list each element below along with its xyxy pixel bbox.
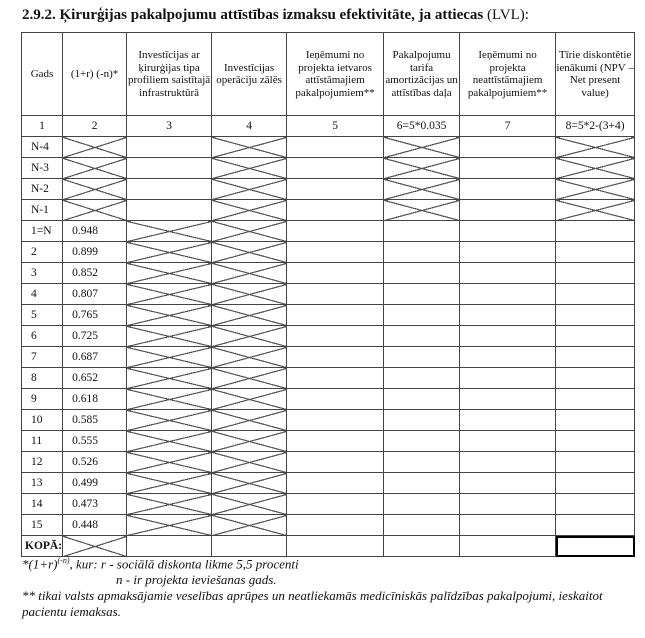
crossed-cell [212,368,287,389]
discount-factor-cell: 0.687 [63,347,127,368]
empty-cell [556,284,635,305]
year-cell: N-1 [22,200,63,221]
empty-cell [460,263,556,284]
empty-cell [460,452,556,473]
empty-cell [460,431,556,452]
discount-factor-cell: 0.852 [63,263,127,284]
empty-cell [127,179,212,200]
discount-factor-cell: 0.652 [63,368,127,389]
crossed-cell [212,158,287,179]
year-cell: 9 [22,389,63,410]
discount-factor-cell: 0.725 [63,326,127,347]
empty-cell [287,221,384,242]
year-cell: N-4 [22,137,63,158]
column-number: 2 [63,116,127,137]
table-row [22,284,635,305]
header-undeveloped-services-revenue: Ieņēmumi no projekta neattīstāmajiem pakalpojumiem** [460,33,556,116]
empty-cell [384,515,460,536]
empty-cell [460,494,556,515]
crossed-cell [127,494,212,515]
empty-cell [556,431,635,452]
table-row [22,263,635,284]
crossed-cell [212,263,287,284]
empty-cell [460,242,556,263]
empty-cell [460,326,556,347]
column-number: 5 [287,116,384,137]
footnote-formula [22,553,637,572]
crossed-cell [384,200,460,221]
crossed-cell [212,284,287,305]
crossed-cell [384,158,460,179]
empty-cell [556,494,635,515]
year-cell: 12 [22,452,63,473]
table-row [22,221,635,242]
empty-cell [460,515,556,536]
total-label: KOPĀ: [22,536,63,557]
formula-base: *(1+r) [22,556,58,572]
crossed-cell [127,263,212,284]
discount-factor-cell: 0.899 [63,242,127,263]
table-row [22,242,635,263]
crossed-cell [384,137,460,158]
crossed-cell [384,179,460,200]
header-row [22,33,635,116]
discount-factor-cell [63,179,127,200]
discount-factor-cell [63,137,127,158]
year-cell: 8 [22,368,63,389]
year-cell: 2 [22,242,63,263]
empty-cell [287,137,384,158]
header-operating-room-investment: Investīcijas operāciju zālēs [212,33,287,116]
empty-cell [556,473,635,494]
year-cell: 1=N [22,221,63,242]
crossed-cell [212,452,287,473]
empty-cell [384,242,460,263]
crossed-cell [212,326,287,347]
crossed-cell [212,221,287,242]
year-cell: 6 [22,326,63,347]
empty-cell [384,410,460,431]
year-cell: 15 [22,515,63,536]
crossed-cell [127,221,212,242]
discount-factor-cell: 0.807 [63,284,127,305]
year-cell: 14 [22,494,63,515]
table-row [22,137,635,158]
crossed-cell [212,179,287,200]
column-number: 4 [212,116,287,137]
formula-exponent: (-n) [57,556,70,565]
table-title [22,7,529,24]
empty-cell [127,158,212,179]
empty-cell [287,284,384,305]
empty-cell [287,410,384,431]
empty-cell [460,473,556,494]
discount-factor-cell: 0.765 [63,305,127,326]
empty-cell [556,368,635,389]
crossed-cell [127,326,212,347]
empty-cell [460,368,556,389]
discount-factor-cell [63,200,127,221]
crossed-cell [212,137,287,158]
empty-cell [287,452,384,473]
empty-cell [384,368,460,389]
empty-cell [460,137,556,158]
empty-cell [460,284,556,305]
discount-factor-cell: 0.585 [63,410,127,431]
empty-cell [287,368,384,389]
table-row [22,410,635,431]
empty-cell [287,242,384,263]
empty-cell [460,179,556,200]
header-tariff-amortization: Pakalpojumu tarifa amortizācijas un attīstības daļa [384,33,460,116]
footnote-services: ** tikai valsts apmaksājamie veselības aprūpes un neatliekamās medicīniskās palīdzības pakalpojumi, ieskaitot pacientu iemaksas. [22,588,603,620]
empty-cell [556,515,635,536]
year-cell: N-3 [22,158,63,179]
empty-cell [556,221,635,242]
empty-cell [556,410,635,431]
crossed-cell [127,431,212,452]
empty-cell [556,305,635,326]
empty-cell [287,263,384,284]
crossed-cell [127,284,212,305]
empty-cell [384,284,460,305]
discount-factor-cell [63,158,127,179]
discount-factor-cell: 0.555 [63,431,127,452]
header-infrastructure-investment: Investīcijas ar ķirurģijas tipa profiliem saistītajā infrastruktūrā [127,33,212,116]
discount-factor-cell: 0.526 [63,452,127,473]
table-row [22,452,635,473]
column-number: 6=5*0.035 [384,116,460,137]
empty-cell [384,431,460,452]
table-row [22,179,635,200]
table-row [22,431,635,452]
crossed-cell [212,305,287,326]
table-row [22,158,635,179]
table-row [22,494,635,515]
empty-cell [384,473,460,494]
column-number: 1 [22,116,63,137]
empty-cell [127,200,212,221]
table-row [22,368,635,389]
empty-cell [287,494,384,515]
empty-cell [384,305,460,326]
empty-cell [556,263,635,284]
year-cell: 3 [22,263,63,284]
footnote-n-definition: n - ir projekta ieviešanas gads. [116,572,277,588]
empty-cell [556,326,635,347]
table-row [22,347,635,368]
empty-cell [384,452,460,473]
year-cell: 4 [22,284,63,305]
crossed-cell [127,305,212,326]
crossed-cell [127,368,212,389]
table-row [22,389,635,410]
title-unit: (LVL): [486,7,529,23]
crossed-cell [127,452,212,473]
crossed-cell [212,431,287,452]
cost-effectiveness-table [21,32,635,557]
header-discount-factor: (1+r) (-n)* [63,33,127,116]
empty-cell [460,158,556,179]
crossed-cell [212,473,287,494]
empty-cell [287,473,384,494]
year-cell: 7 [22,347,63,368]
empty-cell [460,347,556,368]
empty-cell [460,200,556,221]
crossed-cell [556,200,635,221]
crossed-cell [127,473,212,494]
crossed-cell [212,200,287,221]
empty-cell [556,242,635,263]
title-text: 2.9.2. Ķirurģijas pakalpojumu attīstības izmaksu efektivitāte, ja attiecas [22,7,484,23]
empty-cell [460,305,556,326]
crossed-cell [556,158,635,179]
empty-cell [127,137,212,158]
discount-factor-cell: 0.448 [63,515,127,536]
empty-cell [460,221,556,242]
empty-cell [287,200,384,221]
crossed-cell [127,242,212,263]
crossed-cell [556,137,635,158]
year-cell: 5 [22,305,63,326]
empty-cell [287,431,384,452]
crossed-cell [212,242,287,263]
footnotes [22,553,637,620]
column-number: 3 [127,116,212,137]
table-row [22,473,635,494]
year-cell: N-2 [22,179,63,200]
crossed-cell [212,347,287,368]
discount-factor-cell: 0.499 [63,473,127,494]
header-gads: Gads [22,33,63,116]
header-npv: Tīrie diskontētie ienākumi (NPV – Net present value) [556,33,635,116]
crossed-cell [212,389,287,410]
empty-cell [460,389,556,410]
empty-cell [287,326,384,347]
empty-cell [384,494,460,515]
column-number: 7 [460,116,556,137]
column-number-row [22,116,635,137]
empty-cell [384,389,460,410]
discount-factor-cell: 0.618 [63,389,127,410]
column-number: 8=5*2-(3+4) [556,116,635,137]
table-row [22,200,635,221]
crossed-cell [212,494,287,515]
year-cell: 13 [22,473,63,494]
table-row [22,326,635,347]
year-cell: 11 [22,431,63,452]
empty-cell [556,389,635,410]
discount-factor-cell: 0.948 [63,221,127,242]
crossed-cell [127,515,212,536]
crossed-cell [127,389,212,410]
empty-cell [287,389,384,410]
empty-cell [287,158,384,179]
empty-cell [460,410,556,431]
discount-factor-cell: 0.473 [63,494,127,515]
empty-cell [384,263,460,284]
empty-cell [287,515,384,536]
formula-definition: , kur: r - sociālā diskonta likme 5,5 procenti [69,556,299,572]
crossed-cell [212,515,287,536]
crossed-cell [127,347,212,368]
crossed-cell [556,179,635,200]
year-cell: 10 [22,410,63,431]
empty-cell [384,221,460,242]
empty-cell [287,347,384,368]
crossed-cell [127,410,212,431]
empty-cell [287,305,384,326]
empty-cell [556,347,635,368]
table-row [22,515,635,536]
empty-cell [384,347,460,368]
empty-cell [556,452,635,473]
header-developed-services-revenue: Ieņēmumi no projekta ietvaros attīstāmajiem pakalpojumiem** [287,33,384,116]
crossed-cell [212,410,287,431]
empty-cell [384,326,460,347]
empty-cell [287,179,384,200]
table-row [22,305,635,326]
